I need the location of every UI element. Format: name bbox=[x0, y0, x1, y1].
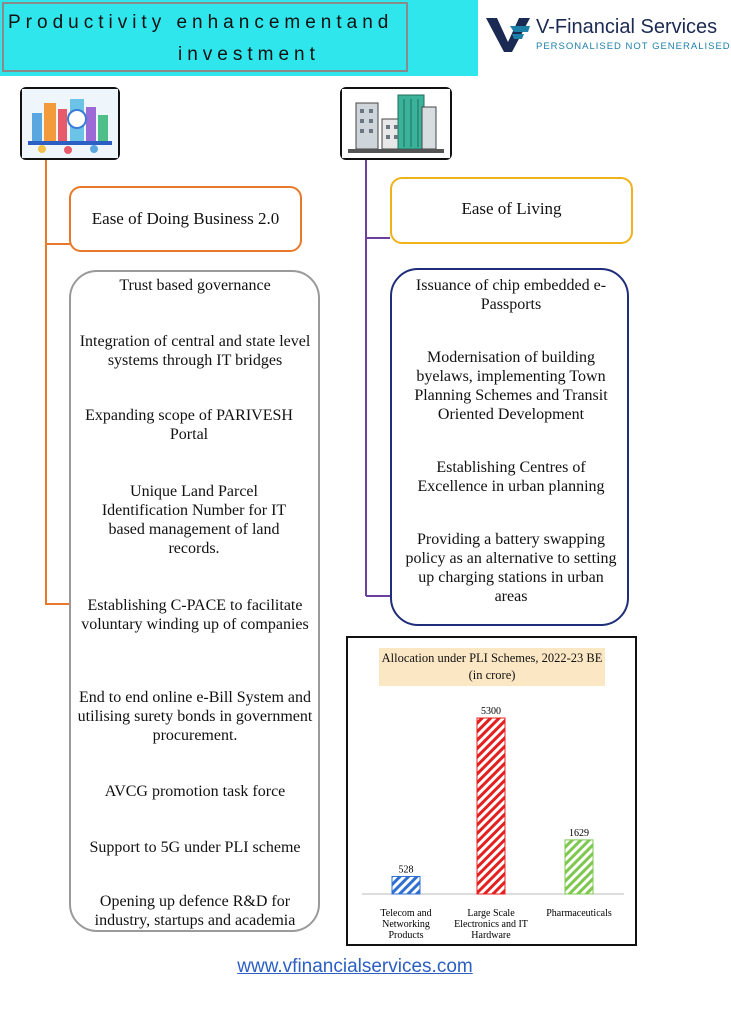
ease-of-doing-business-list bbox=[69, 270, 320, 932]
data-label-3: 1629 bbox=[569, 827, 589, 839]
company-logo bbox=[484, 10, 731, 58]
category-label-2: Large Scale Electronics and IT Hardware bbox=[454, 908, 528, 941]
list-item: Expanding scope of PARIVESH Portal bbox=[85, 407, 293, 443]
chart-plot bbox=[348, 638, 635, 944]
list-item: End to end online e-Bill System and utilising surety bonds in government procurement. bbox=[77, 689, 313, 744]
list-item: Unique Land Parcel Identification Number for IT based management of land records. bbox=[101, 483, 287, 557]
ease-of-living-heading: Ease of Living bbox=[390, 177, 633, 244]
list-item: Trust based governance bbox=[119, 277, 271, 294]
bar-3 bbox=[565, 840, 593, 894]
city-buildings-icon bbox=[340, 87, 452, 160]
list-item: Establishing Centres of Excellence in urban planning bbox=[417, 459, 605, 495]
list-item: Providing a battery swapping policy as an alternative to setting up charging stations in urban areas bbox=[405, 531, 617, 605]
list-item: Issuance of chip embedded e-Passports bbox=[415, 277, 607, 313]
title-banner bbox=[0, 0, 478, 76]
website-link[interactable]: www.vfinancialservices.com bbox=[237, 956, 473, 977]
list-item: AVCG promotion task force bbox=[104, 783, 286, 800]
list-item: Integration of central and state level systems through IT bridges bbox=[79, 333, 311, 369]
list-item: Support to 5G under PLI scheme bbox=[89, 839, 301, 856]
chart-title: Allocation under PLI Schemes, 2022-23 BE (in crore) bbox=[379, 648, 605, 686]
business-illustration-icon bbox=[20, 87, 120, 160]
ease-of-living-list bbox=[390, 268, 629, 626]
logo-name: V-Financial Services bbox=[536, 16, 718, 38]
bar-1 bbox=[392, 876, 420, 894]
list-item: Opening up defence R&D for industry, startups and academia bbox=[94, 893, 296, 929]
ease-of-doing-business-heading: Ease of Doing Business 2.0 bbox=[69, 186, 302, 252]
bar-2 bbox=[477, 718, 505, 894]
list-item: Establishing C-PACE to facilitate voluntary winding up of companies bbox=[81, 597, 309, 633]
data-label-1: 528 bbox=[398, 864, 414, 876]
page-title-line-1: Productivity enhancementand bbox=[8, 12, 394, 33]
category-label-3: Pharmaceuticals bbox=[546, 908, 612, 919]
category-label-1: Telecom and Networking Products bbox=[380, 908, 432, 941]
pli-allocation-chart bbox=[346, 636, 637, 946]
list-item: Modernisation of building byelaws, implementing Town Planning Schemes and Transit Oriented Development bbox=[414, 349, 608, 423]
data-label-2: 5300 bbox=[481, 706, 501, 717]
vf-logo-icon bbox=[484, 14, 534, 54]
page-title-line-2: investment bbox=[178, 44, 320, 65]
title-frame bbox=[2, 2, 408, 72]
logo-tagline: PERSONALISED NOT GENERALISED bbox=[536, 41, 731, 52]
